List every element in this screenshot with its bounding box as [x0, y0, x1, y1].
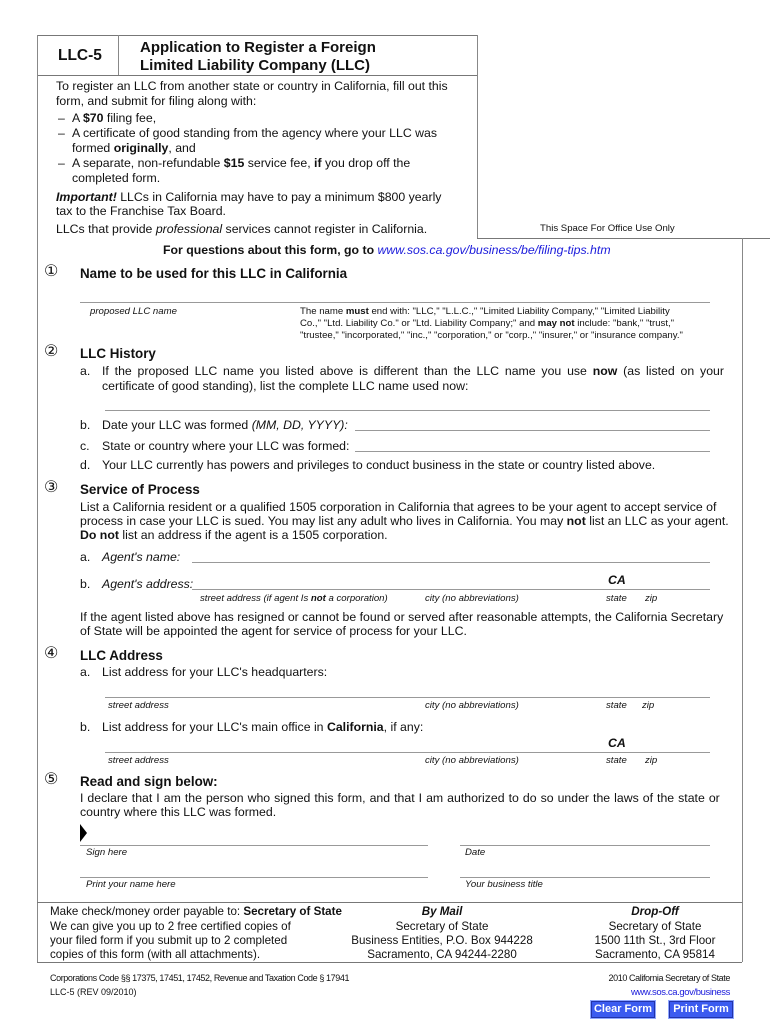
bullet-dash: –: [58, 126, 65, 140]
intro-text: form, and submit for filing along with:: [56, 94, 257, 108]
section-2-number-icon: ②: [44, 343, 59, 360]
bullet-service-fee-cont: completed form.: [72, 171, 161, 185]
copies-note: copies of this form (with all attachments).: [50, 948, 261, 961]
form-left-border: [37, 35, 38, 962]
section-2-title: LLC History: [80, 346, 156, 361]
drop-off-address: 1500 11th St., 3rd Floor: [594, 934, 716, 947]
hq-address-field[interactable]: [105, 697, 710, 698]
agent-name-field[interactable]: [192, 562, 710, 563]
item-letter: a.: [80, 364, 91, 378]
form-id: LLC-5: [58, 47, 102, 64]
item-letter: d.: [80, 458, 91, 472]
form-title-line1: Application to Register a Foreign: [140, 39, 376, 56]
ca-office-state-value: CA: [608, 736, 626, 750]
section-3-number-icon: ③: [44, 479, 59, 496]
agent-fallback-note: If the agent listed above has resigned or cannot be found or served after reasonable attempts, the California Secretary: [80, 610, 724, 624]
bullet-fee: A $70 filing fee,: [72, 111, 157, 125]
powers-statement: Your LLC currently has powers and privileges to conduct business in the state or country listed above.: [102, 458, 656, 472]
bullet-service-fee: A separate, non-refundable $15 service fee, if you drop off the: [72, 156, 411, 170]
state-label: state: [606, 755, 627, 766]
city-label: city (no abbreviations): [425, 700, 519, 711]
agent-state-value: CA: [608, 573, 626, 587]
agent-instructions: Do not list an address if the agent is a 1505 corporation.: [80, 528, 388, 542]
payable-to: Make check/money order payable to: Secretary of State: [50, 905, 342, 918]
revision-label: LLC-5 (REV 09/2010): [50, 987, 137, 997]
drop-off-address: Sacramento, CA 95814: [595, 948, 715, 961]
state-formed-field[interactable]: [355, 451, 710, 452]
print-form-button[interactable]: Print Form: [668, 1000, 734, 1019]
mail-address: Sacramento, CA 94244-2280: [367, 948, 517, 961]
item-letter: a.: [80, 665, 91, 679]
current-llc-name-field[interactable]: [105, 410, 710, 411]
date-formed-label: Date your LLC was formed (MM, DD, YYYY):: [102, 418, 348, 432]
street-label: street address (if agent Is not a corporation): [200, 593, 388, 604]
copies-note: We can give you up to 2 free certified copies of: [50, 920, 291, 933]
declaration-text: I declare that I am the person who signed this form, and that I am authorized to do so under the laws of the state or: [80, 791, 720, 805]
divider: [37, 902, 742, 903]
copies-note: your filed form if you submit up to 2 completed: [50, 934, 288, 947]
city-label: city (no abbreviations): [425, 755, 519, 766]
office-use-label: This Space For Office Use Only: [540, 223, 675, 234]
divider: [37, 35, 477, 36]
intro-text: To register an LLC from another state or country in California, fill out this: [56, 79, 448, 93]
sign-arrow-icon: [80, 824, 87, 842]
date-formed-field[interactable]: [355, 430, 710, 431]
sos-business-link[interactable]: www.sos.ca.gov/business: [630, 987, 730, 998]
item-letter: c.: [80, 439, 90, 453]
zip-label: zip: [645, 593, 658, 604]
hq-address-label: List address for your LLC's headquarters:: [102, 665, 328, 679]
item-letter: b.: [80, 418, 91, 432]
by-mail-title: By Mail: [421, 905, 463, 918]
business-title-field[interactable]: [460, 877, 710, 878]
agent-instructions: List a California resident or a qualified 1505 corporation in California that agrees to be your agent to accept service of: [80, 500, 717, 514]
form-right-border: [742, 238, 743, 962]
ca-office-address-field[interactable]: [105, 752, 710, 753]
divider: [118, 35, 119, 75]
street-label: street address: [108, 700, 169, 711]
state-formed-label: State or country where your LLC was formed:: [102, 439, 350, 453]
name-rules-note: "trustee," "incorporated," "inc.," "corporation," or "corp.," "insurer," or "insurance company.": [300, 330, 683, 341]
proposed-llc-name-field[interactable]: [80, 302, 710, 303]
important-note: Important! LLCs in California may have to pay a minimum $800 yearly: [56, 190, 442, 204]
divider: [37, 75, 477, 76]
office-box-border: [477, 238, 770, 239]
zip-label: zip: [645, 755, 658, 766]
agent-address-label: Agent's address:: [102, 577, 194, 591]
agent-name-label: Agent's name:: [102, 550, 181, 564]
drop-off-title: Drop-Off: [631, 905, 679, 918]
important-note-cont: tax to the Franchise Tax Board.: [56, 204, 226, 218]
form-title-line2: Limited Liability Company (LLC): [140, 57, 371, 74]
questions-line: For questions about this form, go to www.sos.ca.gov/business/be/filing-tips.htm: [163, 243, 611, 257]
history-a-text: certificate of good standing), list the complete LLC name used now:: [102, 379, 469, 393]
section-4-number-icon: ④: [44, 645, 59, 662]
declaration-text: country where this LLC was formed.: [80, 805, 277, 819]
proposed-llc-name-label: proposed LLC name: [90, 306, 177, 317]
legal-codes: Corporations Code §§ 17375, 17451, 17452, Revenue and Taxation Code § 17941: [50, 973, 350, 983]
business-title-label: Your business title: [465, 879, 543, 890]
zip-label: zip: [642, 700, 655, 711]
drop-off-address: Secretary of State: [608, 920, 702, 933]
bullet-certificate: A certificate of good standing from the agency where your LLC was: [72, 126, 438, 140]
agent-fallback-note: of State will be appointed the agent for service of process for your LLC.: [80, 624, 467, 638]
print-name-field[interactable]: [80, 877, 428, 878]
agent-address-field[interactable]: [192, 589, 710, 590]
sign-here-label: Sign here: [86, 847, 128, 858]
name-rules-note: The name must end with: "LLC," "L.L.C.," "Limited Liability Company," "Limited Liability: [300, 306, 670, 317]
copyright: 2010 California Secretary of State: [608, 973, 730, 983]
filing-tips-link[interactable]: www.sos.ca.gov/business/be/filing-tips.htm: [377, 243, 611, 257]
item-letter: b.: [80, 720, 91, 734]
date-field[interactable]: [460, 845, 710, 846]
bullet-dash: –: [58, 156, 65, 170]
signature-field[interactable]: [80, 845, 428, 846]
print-name-label: Print your name here: [86, 879, 176, 890]
ca-office-label: List address for your LLC's main office in California, if any:: [102, 720, 424, 734]
state-label: state: [606, 593, 627, 604]
mail-address: Secretary of State: [395, 920, 489, 933]
agent-instructions: process in case your LLC is sued. You may list any adult who lives in California. You may not list an LLC as your agent.: [80, 514, 729, 528]
divider: [37, 962, 742, 963]
professional-note: LLCs that provide professional services cannot register in California.: [56, 222, 428, 236]
section-5-title: Read and sign below:: [80, 774, 218, 789]
item-letter: b.: [80, 577, 91, 591]
section-3-title: Service of Process: [80, 482, 200, 497]
date-label: Date: [465, 847, 486, 858]
section-1-number-icon: ①: [44, 263, 59, 280]
section-5-number-icon: ⑤: [44, 771, 59, 788]
clear-form-button[interactable]: Clear Form: [590, 1000, 656, 1019]
bullet-certificate-cont: formed originally, and: [72, 141, 196, 155]
name-rules-note: Co.," "Ltd. Liability Co." or "Ltd. Liability Company;" and may not include: "bank," "trust,": [300, 318, 675, 329]
street-label: street address: [108, 755, 169, 766]
item-letter: a.: [80, 550, 91, 564]
section-1-title: Name to be used for this LLC in California: [80, 266, 348, 281]
state-label: state: [606, 700, 627, 711]
city-label: city (no abbreviations): [425, 593, 519, 604]
section-4-title: LLC Address: [80, 648, 163, 663]
divider: [477, 35, 478, 238]
bullet-dash: –: [58, 111, 65, 125]
mail-address: Business Entities, P.O. Box 944228: [351, 934, 533, 947]
history-a-text: If the proposed LLC name you listed above is different than the LLC name you use now (as listed on your: [102, 364, 724, 378]
